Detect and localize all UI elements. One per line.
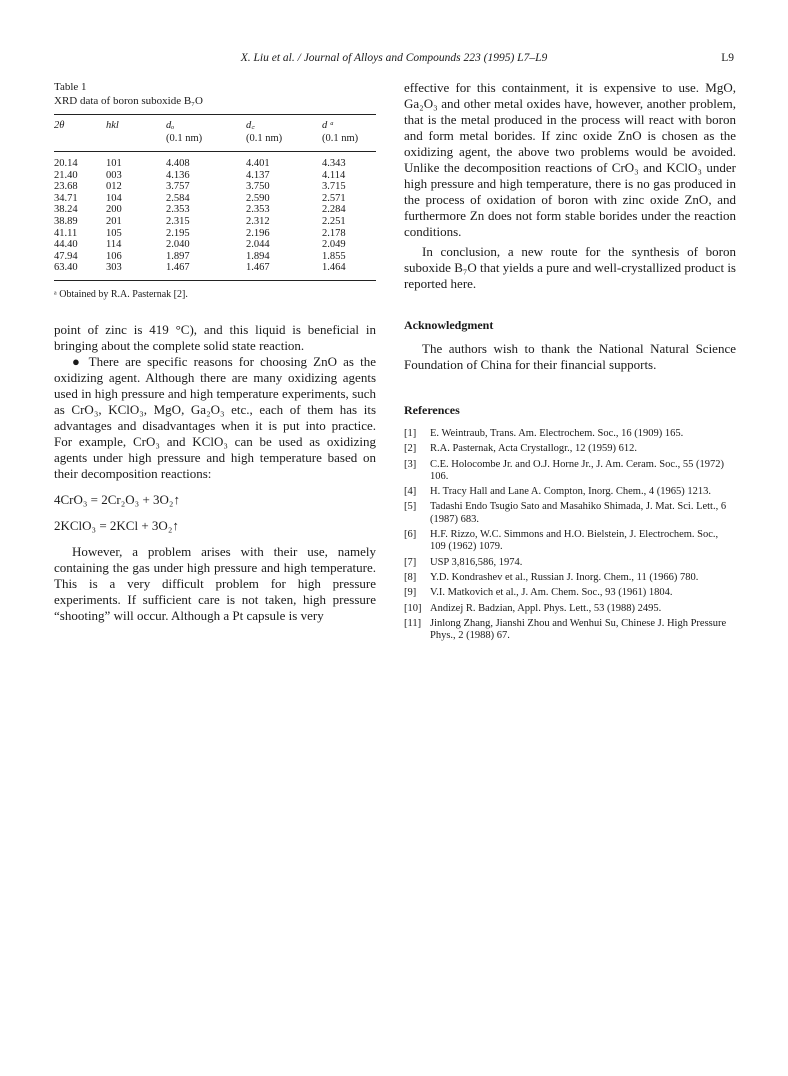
hkl-cell: 303 [106, 262, 122, 274]
acknowledgment-text: The authors wish to thank the National Natural Science Foundation of China for their financial supports. [404, 341, 736, 372]
hkl-cell: 003 [106, 169, 122, 181]
reference-text: R.A. Pasternak, Acta Crystallogr., 12 (1959) 612. [430, 443, 638, 455]
reference-item [404, 529, 736, 554]
hkl-cell: 105 [106, 227, 122, 239]
d-observed-cell: 3.757 [166, 181, 190, 193]
two-theta-cell: 20.14 [54, 158, 78, 169]
d-reference-cell: 3.715 [322, 181, 346, 193]
reference-number: [10] [404, 602, 422, 614]
paragraph: ● There are specific reasons for choosing ZnO as the oxidizing agent. Although there are many oxidizing agents used in high pressure and high temperature experiments, such as CrO₃, KClO₃, MgO, Ga₂O₃ etc., each of them has its advantages and disadvantages when it is put into practice. For example, CrO₃ and KClO₃ can be used as oxidizing agents under high pressure and high temperature based on their decomposition reactions: [54, 353, 376, 481]
xrd-table [54, 114, 376, 281]
reference-item [404, 486, 736, 498]
table-row [54, 239, 376, 251]
table-row [54, 228, 376, 240]
reference-number: [8] [404, 571, 417, 583]
paragraph: In conclusion, a new route for the synthesis of boron suboxide B₇O that yields a pure and well-crystallized product is reported here. [404, 244, 736, 291]
reference-number: [1] [404, 428, 417, 439]
d-observed-cell: 2.040 [166, 239, 190, 251]
d-reference-cell: 1.464 [322, 262, 346, 274]
header-d-observed: dₒ (0.1 nm) [166, 120, 203, 144]
right-body-text [404, 80, 736, 292]
table-body [54, 152, 376, 281]
d-observed-cell: 1.467 [166, 262, 190, 274]
right-column [404, 80, 736, 645]
paragraph: effective for this containment, it is expensive to use. MgO, Ga₂O₃ and other metal oxides have, however, another problem, that is the metal produced in the process will react with boron and form metal borides. If zinc oxide ZnO is chosen as the oxidizing agent, the above two problems would be avoided. Unlike the decomposition reactions of CrO₃ and KClO₃ under high pressure and high temperature, there is no gas produced in the process of oxidation of boron with zinc oxide ZnO, and furthermore Zn does not form stable borides under the reaction conditions. [404, 80, 736, 239]
header-hkl: hkl [106, 120, 119, 131]
left-column [54, 80, 376, 624]
hkl-cell: 012 [106, 181, 122, 193]
hkl-cell: 101 [106, 158, 122, 169]
two-theta-cell: 21.40 [54, 169, 78, 181]
d-reference-cell: 1.855 [322, 250, 346, 262]
d-reference-cell: 2.571 [322, 192, 346, 204]
reference-number: [11] [404, 617, 422, 629]
reference-item [404, 557, 736, 569]
d-calculated-cell: 2.353 [246, 204, 270, 216]
reference-text: Tadashi Endo Tsugio Sato and Masahiko Shimada, J. Mat. Sci. Lett., 6 (1987) 683. [430, 501, 727, 525]
two-theta-cell: 41.11 [54, 227, 78, 239]
d-calculated-cell: 1.894 [246, 250, 270, 262]
table-row [54, 181, 376, 193]
acknowledgment-heading: Acknowledgment [404, 318, 494, 332]
d-reference-cell: 2.178 [322, 227, 346, 239]
d-reference-cell: 2.049 [322, 239, 346, 251]
d-calculated-cell: 4.137 [246, 169, 270, 181]
two-theta-cell: 23.68 [54, 181, 78, 193]
references-heading: References [404, 403, 460, 417]
d-reference-cell: 4.343 [322, 158, 346, 169]
reference-number: [3] [404, 458, 417, 470]
table-footnote: ᵃ Obtained by R.A. Pasternak [2]. [54, 288, 188, 300]
hkl-cell: 104 [106, 192, 122, 204]
running-header [54, 52, 734, 70]
equation-1: 4CrO₃ = 2Cr₂O₃ + 3O₂↑ [54, 491, 180, 507]
table-row [54, 193, 376, 205]
reference-item [404, 587, 736, 599]
reference-number: [4] [404, 486, 417, 498]
reference-text: H. Tracy Hall and Lane A. Compton, Inorg. Chem., 4 (1965) 1213. [430, 486, 711, 498]
reference-item [404, 428, 736, 440]
header-d-calculated: d꜀ (0.1 nm) [246, 120, 283, 144]
reference-item [404, 459, 736, 484]
reference-number: [5] [404, 501, 417, 513]
d-observed-cell: 2.584 [166, 192, 190, 204]
reference-text: C.E. Holocombe Jr. and O.J. Horne Jr., J. Am. Ceram. Soc., 55 (1972) 106. [430, 458, 724, 482]
equation-2: 2KClO₃ = 2KCl + 3O₂↑ [54, 517, 179, 533]
table-label: Table 1 [54, 81, 87, 93]
reference-number: [6] [404, 529, 417, 541]
reference-item [404, 603, 736, 615]
d-observed-cell: 2.315 [166, 215, 190, 227]
d-calculated-cell: 2.044 [246, 239, 270, 251]
two-theta-cell: 44.40 [54, 239, 78, 251]
reference-text: USP 3,816,586, 1974. [430, 556, 523, 568]
two-theta-cell: 38.89 [54, 215, 78, 227]
d-observed-cell: 1.897 [166, 250, 190, 262]
table-header-row [54, 115, 376, 152]
header-two-theta: 2θ [54, 120, 65, 131]
reference-text: Y.D. Kondrashev et al., Russian J. Inorg. Chem., 11 (1966) 780. [430, 571, 699, 583]
paragraph: However, a problem arises with their use, namely containing the gas under high pressure and high temperature. This is a very difficult problem for high pressure experiments. If sufficient care is not taken, high pressure “shooting” will occur. Although a Pt capsule is very [54, 543, 376, 623]
page-number: L9 [721, 52, 734, 64]
table-row [54, 262, 376, 280]
d-calculated-cell: 2.196 [246, 227, 270, 239]
hkl-cell: 106 [106, 250, 122, 262]
table-row [54, 251, 376, 263]
reference-text: Jinlong Zhang, Jianshi Zhou and Wenhui Su, Chinese J. High Pressure Phys., 2 (1988) 67. [430, 617, 727, 642]
d-observed-cell: 4.408 [166, 158, 190, 169]
journal-citation: X. Liu et al. / Journal of Alloys and Compounds 223 (1995) L7–L9 [240, 52, 548, 64]
reference-item [404, 443, 736, 455]
table-row [54, 170, 376, 182]
d-reference-cell: 4.114 [322, 169, 346, 181]
table-row [54, 204, 376, 216]
table-row [54, 216, 376, 228]
d-observed-cell: 2.195 [166, 227, 190, 239]
d-calculated-cell: 2.590 [246, 192, 270, 204]
reference-number: [9] [404, 587, 417, 599]
hkl-cell: 201 [106, 215, 122, 227]
hkl-cell: 114 [106, 239, 122, 251]
reference-number: [2] [404, 443, 417, 455]
header-d-reference: d ᵃ (0.1 nm) [322, 120, 359, 144]
two-theta-cell: 63.40 [54, 262, 78, 274]
reference-text: Andizej R. Badzian, Appl. Phys. Lett., 53 (1988) 2495. [430, 602, 662, 614]
d-calculated-cell: 2.312 [246, 215, 270, 227]
paragraph: point of zinc is 419 °C), and this liquid is beneficial in bringing about the complete solid state reaction. [54, 321, 376, 353]
reference-text: H.F. Rizzo, W.C. Simmons and H.O. Bielstein, J. Electrochem. Soc., 109 (1962) 1079. [430, 529, 719, 553]
reference-item [404, 572, 736, 584]
d-calculated-cell: 1.467 [246, 262, 270, 274]
two-theta-cell: 38.24 [54, 204, 78, 216]
d-observed-cell: 4.136 [166, 169, 190, 181]
d-reference-cell: 2.284 [322, 204, 346, 216]
two-theta-cell: 34.71 [54, 192, 78, 204]
reference-item [404, 501, 736, 526]
table-caption: XRD data of boron suboxide B₇O [54, 95, 203, 107]
d-reference-cell: 2.251 [322, 215, 346, 227]
table-row [54, 152, 376, 170]
d-calculated-cell: 3.750 [246, 181, 270, 193]
d-calculated-cell: 4.401 [246, 158, 270, 169]
hkl-cell: 200 [106, 204, 122, 216]
left-body-text [54, 322, 376, 624]
reference-number: [7] [404, 556, 417, 568]
two-theta-cell: 47.94 [54, 250, 78, 262]
references-list [404, 428, 736, 642]
reference-item [404, 618, 736, 643]
d-observed-cell: 2.353 [166, 204, 190, 216]
reference-text: V.I. Matkovich et al., J. Am. Chem. Soc., 93 (1961) 1804. [430, 587, 673, 599]
reference-text: E. Weintraub, Trans. Am. Electrochem. Soc., 16 (1909) 165. [430, 428, 684, 439]
